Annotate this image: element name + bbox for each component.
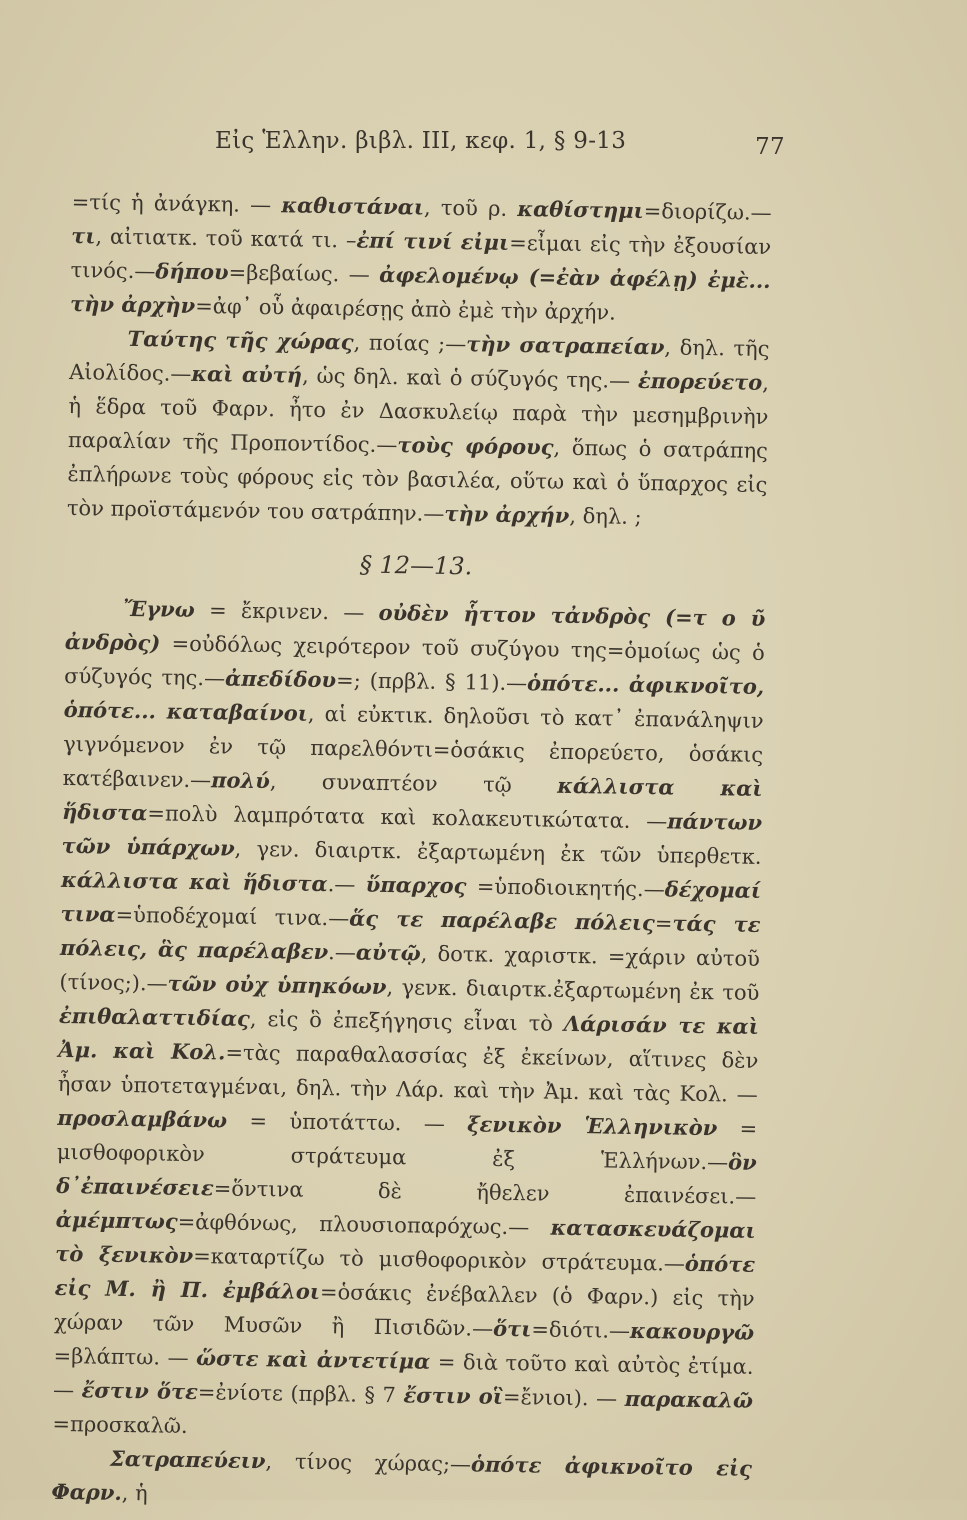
lemma-term: τὴν ἀρχήν: [444, 500, 570, 528]
lemma-term: ἐπί τινί εἰμι: [356, 227, 510, 255]
lemma-term: Λάρισάν τε καὶ Ἀμ. καὶ Κολ.: [58, 1010, 760, 1065]
gloss-text: .—: [327, 940, 357, 965]
gloss-text: , ὅπως ὁ σατράπης ἐπλήρωνε τοὺς φόρους εἰς τὸν βασιλέα, οὕτω καὶ ὁ ὕπαρχος εἰς τὸν προϊστάμενόν του σατράπην.—: [66, 435, 769, 526]
lemma-term: ἔστιν οἳ: [403, 1382, 504, 1409]
lemma-term: κακουργῶ: [629, 1317, 755, 1345]
lemma-term: δέχομαί τινα: [60, 876, 762, 927]
gloss-text: = ἔκρινεν. —: [194, 597, 379, 625]
lemma-term: ἀφελομένῳ (=ἐὰν ἀφέλῃ) ἐμὲ... τὴν ἀρχὴν: [69, 261, 771, 318]
lemma-term: τὴν σατραπείαν: [466, 331, 665, 360]
lemma-term: ἀμέμπτως: [55, 1206, 178, 1234]
paragraph: [70, 185, 772, 332]
lemma-term: ἀπεδίδου: [224, 665, 337, 693]
gloss-text: .—: [327, 872, 366, 897]
lemma-term: δήπου: [155, 258, 229, 285]
paragraph: [67, 321, 770, 536]
gloss-text: =εἶμαι εἰς τὴν ἐξουσίαν τινός.—: [70, 230, 772, 284]
gloss-text: § 12—13.: [359, 550, 473, 581]
lemma-term: αὐτῷ: [355, 939, 421, 966]
gloss-text: =οὐδόλως χειρότερον τοῦ συζύγου της=ὁμοίως ὡς ὁ σύζυγός της.—: [64, 631, 765, 691]
lemma-term: οὐδὲν ἧττον τἀνδρὸς (=τ ο ῦ ἀνδρὸς): [64, 599, 766, 656]
gloss-text: =βεβαίως. —: [228, 260, 380, 287]
gloss-text: =ὑποδέχομαί τινα.—: [115, 902, 350, 931]
gloss-text: =ὅντινα δὲ ἤθελεν ἐπαινέσει.—: [213, 1176, 757, 1209]
lemma-term: πολύ: [210, 767, 271, 794]
gloss-text: , ποίας ;—: [353, 330, 467, 357]
lemma-term: κάλλιστα καὶ ἥδιστα: [61, 772, 763, 826]
gloss-text: = ὑποτάττω. —: [226, 1108, 468, 1137]
lemma-term: ὕπαρχος: [365, 871, 467, 899]
gloss-text: , δηλ. ;: [569, 503, 642, 529]
gloss-text: , γενκ. διαιρτκ.ἐξαρτωμένη ἐκ τοῦ: [386, 975, 760, 1005]
paragraph: [51, 1441, 752, 1520]
gloss-text: , αἱ εὐκτικ. δηλοῦσι τὸ κατ᾽ ἐπανάληψιν γιγνόμενον ἐν τῷ παρελθόντι=ὁσάκις ἐπορεύετο, ὁσάκις κατέβαινεν.—: [62, 701, 764, 793]
lemma-term: καθιστάναι: [281, 192, 425, 220]
gloss-text: =ὁσάκις ἐνέβαλλεν (ὁ Φαρν.) εἰς τὴν χώραν τῶν Μυσῶν ἢ Πισιδῶν.—: [53, 1280, 755, 1341]
lemma-term: ἔστιν ὅτε: [81, 1377, 199, 1405]
gloss-text: =τὰς παραθαλασσίας ἐξ ἐκείνων, αἵτινες δὲν ἦσαν ὑποτεταγμέναι, δηλ. τὴν Λάρ. καὶ τὴν Ἀμ. καὶ τὰς Κολ. —: [57, 1040, 759, 1107]
gloss-text: =προσκαλῶ.: [52, 1411, 188, 1438]
gloss-text: =ὑποδιοικητής.—: [466, 874, 665, 902]
gloss-text: =καταρτίζω τὸ μισθοφορικὸν στράτευμα.—: [192, 1244, 686, 1276]
lemma-term: ξενικὸν Ἑλληνικὸν: [467, 1111, 718, 1141]
gloss-text: =διορίζω.—: [643, 198, 772, 225]
lemma-term: παρακαλῶ: [624, 1385, 754, 1413]
gloss-text: , ὡς δηλ. καὶ ὁ σύζυγός της.—: [301, 363, 639, 393]
gloss-text: =πολὺ λαμπρότατα καὶ κολακευτικώτατα. —: [147, 801, 668, 834]
lemma-term: καὶ αὐτή: [191, 360, 303, 388]
lemma-term: τάς τε πόλεις, ἃς παρέλαβεν: [59, 910, 761, 965]
gloss-text: =διότι.—: [531, 1317, 631, 1343]
gloss-text: =ἐνίοτε (πρβλ. § 7: [197, 1380, 404, 1408]
lemma-term: κάλλιστα καὶ ἥδιστα: [60, 866, 328, 897]
gloss-text: , συναπτέον τῷ: [269, 769, 558, 798]
lemma-term: ὃν δ᾽ἐπαινέσειε: [56, 1149, 757, 1201]
lemma-term: Σατραπεύειν: [109, 1445, 266, 1474]
lemma-term: ὥστε καὶ ἀντετίμα: [195, 1345, 431, 1374]
gloss-text: , δηλ. τῆς Αἰολίδος.—: [68, 335, 770, 386]
gloss-text: = διὰ τοῦτο καὶ αὐτὸς ἐτίμα. —: [52, 1349, 754, 1403]
gloss-text: =ἀφθόνως, πλουσιοπαρόχως.—: [177, 1209, 551, 1240]
gloss-text: , ἡ ἕδρα τοῦ Φαρν. ἦτο ἐν Δασκυλείῳ παρὰ τὴν μεσημβρινὴν παραλίαν τῆς Προποντίδος.—: [67, 370, 770, 458]
lemma-term: τοὺς φόρους: [397, 432, 554, 460]
gloss-text: , τίνος χώρας;—: [265, 1449, 472, 1477]
section-heading: [66, 543, 766, 588]
gloss-text: =βλάπτω. —: [53, 1343, 197, 1371]
lemma-term: ἐπορεύετο: [637, 367, 763, 395]
lemma-term: ὁπότε... ἀφικνοῖτο, ὁπότε... καταβαίνοι: [63, 670, 765, 726]
lemma-term: πάντων τῶν ὑπάρχων: [61, 808, 763, 861]
lemma-term: ἐπιθαλαττιδίας: [58, 1002, 251, 1031]
gloss-text: , γεν. διαιρτκ. ἐξαρτωμένη ἐκ τῶν ὑπερθετκ.: [234, 836, 762, 869]
gloss-text: , τοῦ ρ.: [423, 195, 518, 221]
gloss-text: =ἀφ᾽ οὗ ἀφαιρέσῃς ἀπὸ ἐμὲ τὴν ἀρχήν.: [194, 293, 617, 325]
lemma-term: καθίστημι: [517, 195, 644, 223]
lemma-term: Ταύτης τῆς χώρας: [127, 325, 354, 355]
lemma-term: ὁπότε ἀφικνοῖτο εἰς Φαρν.: [51, 1451, 753, 1505]
gloss-text: , δοτκ. χαριστκ. =χάριν αὐτοῦ (τίνος;).—: [59, 941, 761, 996]
lemma-term: Ἔγνω: [123, 595, 195, 622]
lemma-term: ὁπότε εἰς Μ. ἢ Π. ἐμβάλοι: [54, 1250, 756, 1305]
gloss-text: , ἡ: [121, 1480, 148, 1506]
lemma-term: ἅς τε παρέλαβε πόλεις: [349, 905, 656, 936]
lemma-term: τῶν οὐχ ὑπηκόων: [167, 970, 387, 1000]
gloss-text: , αἰτιατκ. τοῦ κατά τι. –: [95, 224, 357, 253]
lemma-term: προσλαμβάνω: [57, 1104, 228, 1133]
gloss-text: , εἰς ὃ ἐπεξήγησις εἶναι τὸ: [249, 1006, 565, 1036]
gloss-text: =τίς ἡ ἀνάγκη. —: [71, 189, 282, 218]
gloss-text: = μισθοφορικὸν στράτευμα ἐξ Ἑλλήνων.—: [56, 1116, 758, 1175]
running-title: Εἰς Ἑλλην. βιβλ. ΙΙΙ, κεφ. 1, § 9-13: [215, 128, 627, 154]
paragraph: [52, 591, 765, 1452]
lemma-term: ὅτι: [492, 1315, 532, 1342]
lemma-term: κατασκευάζομαι τὸ ξενικὸν: [55, 1214, 756, 1269]
page-number: 77: [755, 134, 785, 160]
commentary-text: [51, 185, 772, 1520]
lemma-term: τι: [71, 222, 96, 249]
gloss-text: =ἔνιοι). —: [502, 1384, 625, 1411]
gloss-text: =: [654, 911, 673, 936]
gloss-text: =; (πρβλ. § 11).—: [335, 668, 528, 696]
